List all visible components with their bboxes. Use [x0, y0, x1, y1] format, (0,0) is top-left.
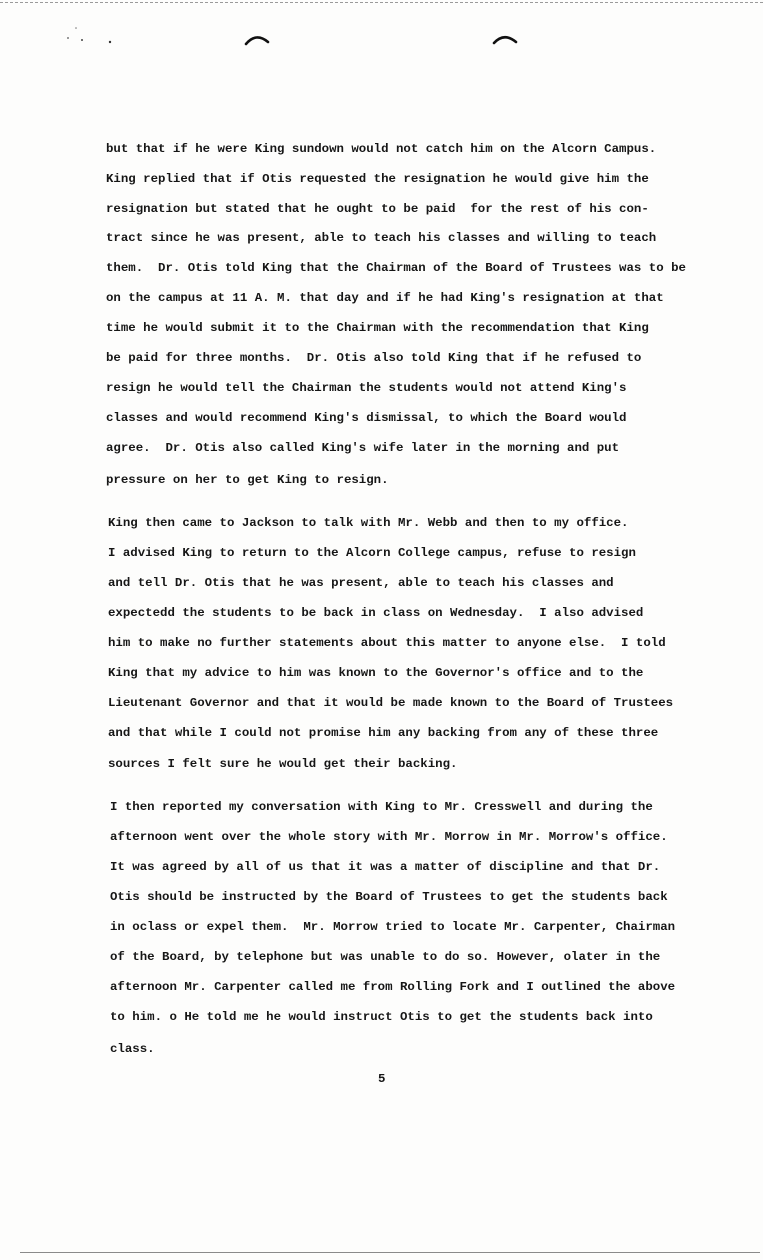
binder-punch-mark-icon [244, 32, 270, 46]
text-line: in oclass or expel them. Mr. Morrow tried to locate Mr. Carpenter, Chairman [110, 920, 676, 934]
top-edge-dashed-border [0, 2, 763, 3]
scan-specks [64, 26, 124, 46]
text-line: to him. o He told me he would instruct Otis to get the students back into [110, 1010, 653, 1024]
text-line: time he would submit it to the Chairman with the recommendation that King [106, 321, 649, 335]
text-line: expectedd the students to be back in class on Wednesday. I also advised [108, 606, 644, 620]
text-line: them. Dr. Otis told King that the Chairman of the Board of Trustees was to be [106, 261, 686, 275]
text-line: afternoon went over the whole story with Mr. Morrow in Mr. Morrow's office. [110, 830, 668, 844]
text-line: classes and would recommend King's dismissal, to which the Board would [106, 411, 627, 425]
binder-punch-mark-icon [492, 32, 518, 46]
text-line: class. [110, 1042, 155, 1056]
text-line: of the Board, by telephone but was unable to do so. However, olater in the [110, 950, 661, 964]
text-line: It was agreed by all of us that it was a matter of discipline and that Dr. [110, 860, 661, 874]
text-line: Lieutenant Governor and that it would be made known to the Board of Trustees [108, 696, 674, 710]
text-line: and that while I could not promise him any backing from any of these three [108, 726, 659, 740]
text-line: resign he would tell the Chairman the students would not attend King's [106, 381, 627, 395]
text-line: I advised King to return to the Alcorn College campus, refuse to resign [108, 546, 636, 560]
text-line: King that my advice to him was known to the Governor's office and to the [108, 666, 644, 680]
text-line: but that if he were King sundown would not catch him on the Alcorn Campus. [106, 142, 657, 156]
text-line: on the campus at 11 A. M. that day and if he had King's resignation at that [106, 291, 664, 305]
text-line: tract since he was present, able to teach his classes and willing to teach [106, 231, 657, 245]
text-line: pressure on her to get King to resign. [106, 473, 389, 487]
text-line: resignation but stated that he ought to be paid for the rest of his con- [106, 202, 649, 216]
text-line: him to make no further statements about this matter to anyone else. I told [108, 636, 666, 650]
text-line: King replied that if Otis requested the resignation he would give him the [106, 172, 649, 186]
text-line: sources I felt sure he would get their backing. [108, 757, 458, 771]
text-line: afternoon Mr. Carpenter called me from Rolling Fork and I outlined the above [110, 980, 676, 994]
text-line: Otis should be instructed by the Board of Trustees to get the students back [110, 890, 668, 904]
page-number: 5 [378, 1072, 386, 1086]
text-line: and tell Dr. Otis that he was present, able to teach his classes and [108, 576, 614, 590]
bottom-edge-line [20, 1252, 760, 1253]
text-line: agree. Dr. Otis also called King's wife later in the morning and put [106, 441, 620, 455]
text-line: I then reported my conversation with King to Mr. Cresswell and during the [110, 800, 653, 814]
text-line: be paid for three months. Dr. Otis also told King that if he refused to [106, 351, 642, 365]
text-line: King then came to Jackson to talk with Mr. Webb and then to my office. [108, 516, 629, 530]
